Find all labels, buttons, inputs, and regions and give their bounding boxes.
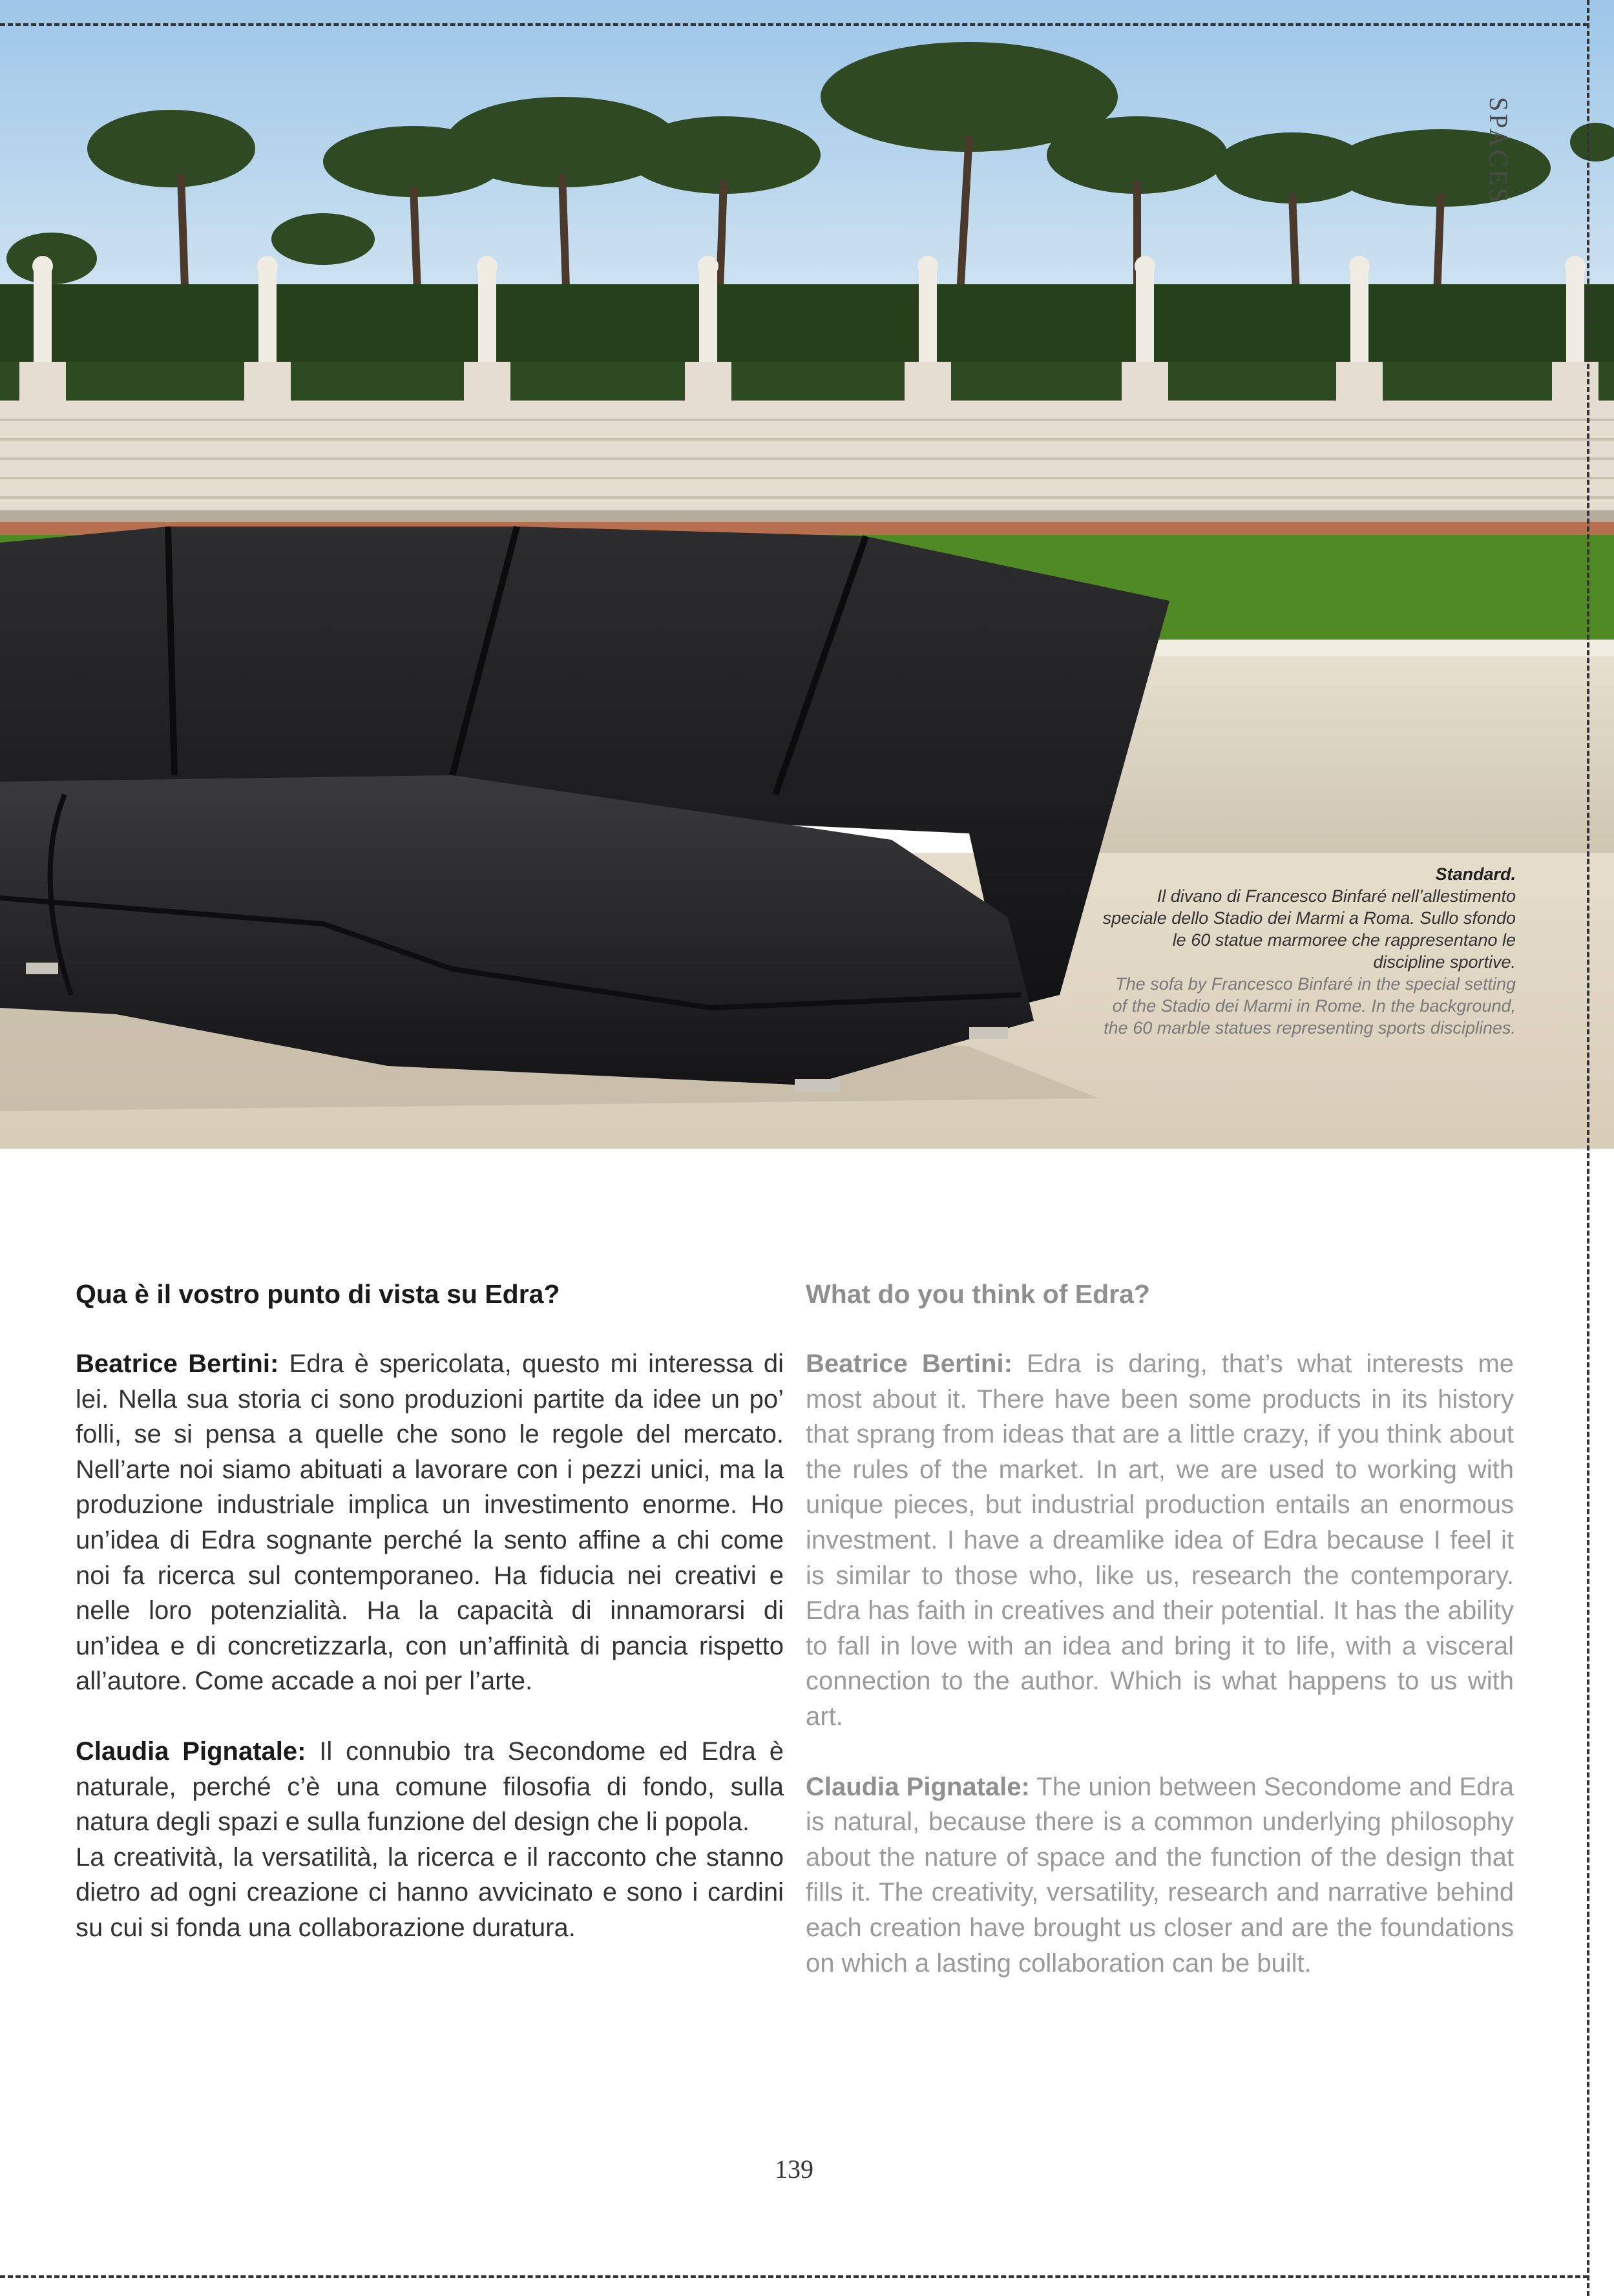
answer-text: Il connubio tra Secondome ed Edra è naturale, perché c’è una comune filosofia di fondo, sulla natura degli spazi e sulla funzione del design che li popola.	[76, 1737, 784, 1837]
crop-mark-bottom	[0, 2275, 1588, 2278]
photo-caption	[1098, 863, 1516, 1039]
speaker-name: Claudia Pignatale:	[806, 1772, 1030, 1801]
italian-answer-pignatale	[76, 1734, 784, 1840]
english-column	[806, 1277, 1514, 1981]
caption-title: Standard.	[1435, 864, 1516, 884]
crop-mark-top	[0, 23, 1588, 26]
english-answer-pignatale	[806, 1769, 1514, 1981]
speaker-name: Beatrice Bertini:	[76, 1350, 279, 1378]
english-answer-bertini	[806, 1346, 1514, 1735]
answer-text: Edra is daring, that’s what interests me most about it. There have been some products in its history that sprang from ideas that are a little crazy, if you think about the rules of the market. In art, we are used to working with unique pieces, but industrial production entails an enormous investment. I have a dreamlike idea of Edra because I feel it is similar to those who, like us, research the contemporary. Edra has faith in creatives and their potential. It has the ability to fall in love with an idea and bring it to life, with a visceral connection to the author. Which is what happens to us with art.	[806, 1350, 1514, 1731]
speaker-name: Claudia Pignatale:	[76, 1737, 306, 1766]
crop-mark-right	[1587, 0, 1589, 2296]
english-question: What do you think of Edra?	[806, 1279, 1150, 1309]
italian-question: Qua è il vostro punto di vista su Edra?	[76, 1279, 560, 1309]
answer-text: The union between Secondome and Edra is natural, because there is a common underlying philosophy about the nature of space and the function of the design that fills it. The creativity, versatility, research and narrative behind each creation have brought us closer and are the foundations on which a lasting collaboration can be built.	[806, 1772, 1514, 1978]
section-label: SPACES	[1484, 97, 1513, 205]
italian-column	[76, 1277, 784, 1946]
answer-text: Edra è spericolata, questo mi interessa di lei. Nella sua storia ci sono produzioni partite da idee un po’ folli, se si pensa a quelle che sono le regole del mercato. Nell’arte noi siamo abituati a lavorare con i pezzi unici, ma la produzione industriale implica un investimento enorme. Ho un’idea di Edra sognante perché la sento affine a chi come noi fa ricerca sul contemporaneo. Ha fiducia nei creativi e nelle loro potenzialità. Ha la capacità di innamorarsi di un’idea e di concretizzarla, con un’affinità di pancia rispetto all’autore. Come accade a noi per l’arte.	[76, 1350, 784, 1696]
caption-english: The sofa by Francesco Binfaré in the special setting of the Stadio dei Marmi in Rome. In the background, the 60 marble statues representing sports disciplines.	[1104, 974, 1516, 1038]
italian-answer-bertini	[76, 1346, 784, 1699]
speaker-name: Beatrice Bertini:	[806, 1350, 1012, 1378]
caption-italian: Il divano di Francesco Binfaré nell’allestimento speciale dello Stadio dei Marmi a Roma. Sullo sfondo le 60 statue marmoree che rappresentano le discipline sportive.	[1102, 886, 1516, 972]
page-number: 139	[775, 2155, 813, 2184]
italian-answer-pignatale-cont: La creatività, la versatilità, la ricerca e il racconto che stanno dietro ad ogni creazione ci hanno avvicinato e sono i cardini su cui si fonda una collaborazione duratura.	[76, 1842, 784, 1942]
